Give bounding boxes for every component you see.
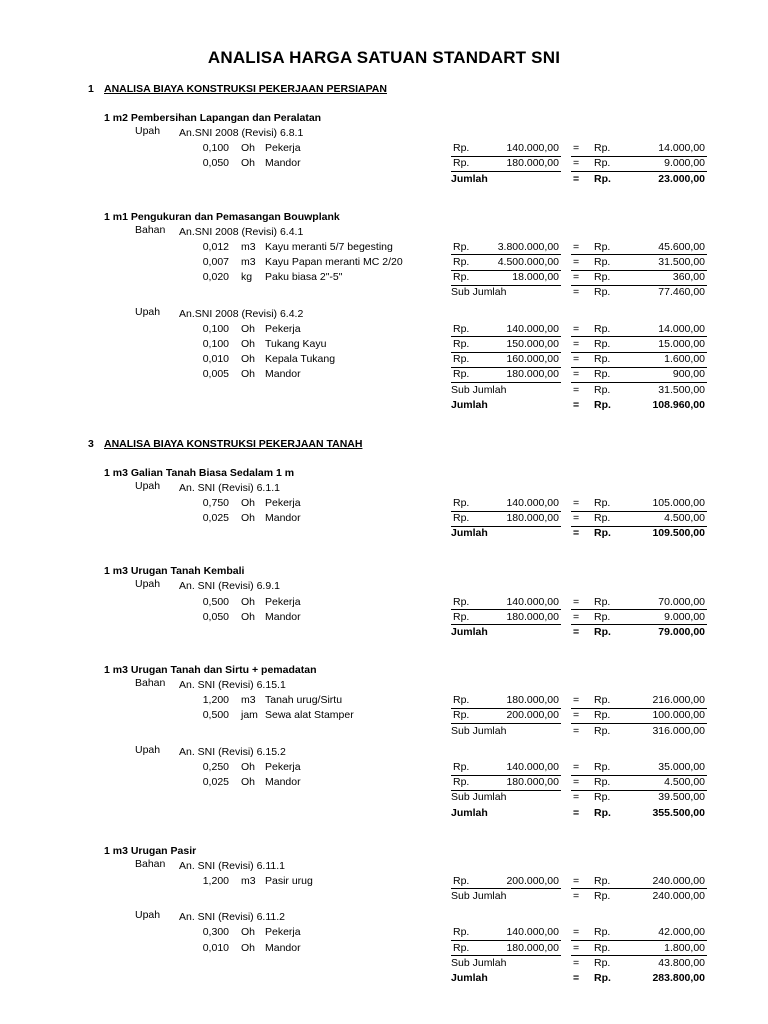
- description: Kepala Tukang: [265, 353, 336, 366]
- currency-label: Rp.: [594, 972, 611, 984]
- unit-price: 140.000,00: [506, 926, 559, 939]
- category-label: Bahan: [135, 677, 166, 689]
- line-total: 105.000,00: [652, 497, 705, 509]
- reference-code: An.SNI 2008 (Revisi) 6.8.1: [179, 127, 304, 139]
- currency-label: Rp.: [594, 338, 611, 350]
- equals-sign: =: [573, 806, 580, 819]
- unit: Oh: [241, 776, 256, 789]
- equals-sign: =: [573, 874, 580, 887]
- equals-sign: =: [573, 322, 580, 335]
- currency-label: Rp.: [594, 926, 611, 939]
- description: Mandor: [265, 512, 301, 525]
- equals-sign: =: [573, 172, 580, 185]
- line-total: 9.000,00: [664, 610, 705, 623]
- category-label: Upah: [135, 743, 161, 756]
- coefficient: 0,010: [202, 941, 229, 954]
- currency-label: Rp.: [594, 172, 611, 185]
- currency-label: Rp.: [594, 806, 611, 819]
- category-label: Bahan: [135, 857, 166, 870]
- equals-sign: =: [573, 286, 580, 299]
- equals-sign: =: [573, 595, 580, 608]
- description: Mandor: [265, 368, 301, 381]
- currency-label: Rp.: [594, 874, 611, 887]
- line-total: 1.600,00: [664, 353, 705, 366]
- coefficient: 0,100: [202, 322, 229, 335]
- description: Mandor: [265, 157, 301, 170]
- equals-sign: =: [573, 709, 580, 722]
- line-total: 1.800,00: [664, 941, 705, 954]
- currency-label: Rp.: [453, 709, 470, 722]
- item-title: 1 m3 Galian Tanah Biasa Sedalam 1 m: [104, 466, 295, 479]
- total-value: 355.500,00: [652, 806, 705, 819]
- unit-price: 200.000,00: [506, 709, 559, 722]
- currency-label: Rp.: [594, 595, 611, 608]
- unit: m3: [241, 256, 256, 268]
- unit-price: 4.500.000,00: [497, 256, 559, 268]
- coefficient: 0,500: [202, 595, 229, 608]
- total-value: 23.000,00: [658, 172, 705, 185]
- total-value: 283.800,00: [652, 972, 705, 984]
- currency-label: Rp.: [594, 527, 611, 540]
- equals-sign: =: [573, 256, 580, 268]
- description: Tukang Kayu: [265, 338, 327, 350]
- line-total: 4.500,00: [664, 512, 705, 525]
- coefficient: 0,250: [202, 761, 229, 773]
- section-title: ANALISA BIAYA KONSTRUKSI PEKERJAAN PERSIAPAN: [104, 83, 387, 95]
- row-divider: [571, 955, 707, 956]
- equals-sign: =: [573, 383, 580, 396]
- row-divider: [451, 940, 561, 941]
- unit-price: 140.000,00: [506, 322, 559, 335]
- unit: Oh: [241, 926, 256, 939]
- subtotal-value: 240.000,00: [652, 890, 705, 902]
- coefficient: 0,750: [202, 497, 229, 509]
- line-total: 15.000,00: [658, 338, 705, 350]
- section-title: ANALISA BIAYA KONSTRUKSI PEKERJAAN TANAH: [104, 437, 363, 450]
- line-total: 14.000,00: [658, 142, 705, 155]
- unit: kg: [241, 271, 253, 284]
- unit-price: 180.000,00: [506, 694, 559, 707]
- unit-price: 140.000,00: [506, 142, 559, 155]
- line-total: 360,00: [672, 271, 705, 284]
- currency-label: Rp.: [594, 776, 611, 789]
- unit-price: 180.000,00: [506, 941, 559, 954]
- row-divider: [451, 171, 561, 172]
- coefficient: 0,050: [202, 157, 229, 170]
- currency-label: Rp.: [453, 353, 470, 366]
- currency-label: Rp.: [453, 941, 470, 954]
- row-divider: [451, 382, 561, 383]
- equals-sign: =: [573, 791, 580, 804]
- total-label: Jumlah: [451, 398, 488, 411]
- currency-label: Rp.: [594, 256, 611, 268]
- equals-sign: =: [573, 398, 580, 411]
- coefficient: 0,025: [202, 776, 229, 789]
- unit-price: 3.800.000,00: [497, 240, 559, 253]
- unit: Oh: [241, 157, 256, 170]
- currency-label: Rp.: [594, 368, 611, 381]
- unit: Oh: [241, 512, 256, 525]
- subtotal-label: Sub Jumlah: [451, 383, 507, 396]
- total-value: 79.000,00: [658, 626, 705, 638]
- equals-sign: =: [573, 941, 580, 954]
- line-total: 900,00: [672, 368, 705, 381]
- equals-sign: =: [573, 890, 580, 902]
- description: Mandor: [265, 610, 301, 623]
- unit: m3: [241, 874, 256, 887]
- equals-sign: =: [573, 157, 580, 170]
- line-total: 9.000,00: [664, 157, 705, 170]
- equals-sign: =: [573, 694, 580, 707]
- equals-sign: =: [573, 240, 580, 253]
- unit-price: 18.000,00: [512, 271, 559, 284]
- description: Pasir urug: [265, 874, 313, 887]
- currency-label: Rp.: [453, 926, 470, 939]
- currency-label: Rp.: [594, 512, 611, 525]
- coefficient: 0,005: [202, 368, 229, 381]
- line-total: 31.500,00: [658, 256, 705, 268]
- currency-label: Rp.: [594, 941, 611, 954]
- category-label: Upah: [135, 479, 161, 492]
- equals-sign: =: [573, 761, 580, 773]
- unit: Oh: [241, 142, 256, 155]
- currency-label: Rp.: [594, 322, 611, 335]
- coefficient: 0,100: [202, 142, 229, 155]
- unit-price: 140.000,00: [506, 497, 559, 509]
- total-label: Jumlah: [451, 972, 488, 984]
- currency-label: Rp.: [594, 791, 611, 804]
- category-label: Upah: [135, 578, 161, 591]
- equals-sign: =: [573, 626, 580, 638]
- unit: Oh: [241, 368, 256, 381]
- item-title: 1 m3 Urugan Pasir: [104, 844, 197, 857]
- description: Kayu meranti 5/7 begesting: [265, 240, 393, 253]
- equals-sign: =: [573, 368, 580, 381]
- total-label: Jumlah: [451, 626, 488, 638]
- row-divider: [571, 940, 707, 941]
- equals-sign: =: [573, 353, 580, 366]
- line-total: 45.600,00: [658, 240, 705, 253]
- equals-sign: =: [573, 512, 580, 525]
- reference-code: An. SNI (Revisi) 6.1.1: [179, 481, 280, 494]
- description: Pekerja: [265, 497, 301, 509]
- currency-label: Rp.: [453, 874, 470, 887]
- description: Kayu Papan meranti MC 2/20: [265, 256, 403, 268]
- description: Pekerja: [265, 595, 301, 608]
- currency-label: Rp.: [453, 497, 470, 509]
- line-total: 4.500,00: [664, 776, 705, 789]
- unit: m3: [241, 694, 256, 707]
- reference-code: An. SNI (Revisi) 6.11.1: [179, 859, 286, 872]
- equals-sign: =: [573, 724, 580, 737]
- currency-label: Rp.: [453, 761, 470, 773]
- unit-price: 180.000,00: [506, 776, 559, 789]
- subtotal-value: 316.000,00: [652, 724, 705, 737]
- line-total: 240.000,00: [652, 874, 705, 887]
- unit: m3: [241, 240, 256, 253]
- currency-label: Rp.: [453, 776, 470, 789]
- currency-label: Rp.: [453, 512, 470, 525]
- currency-label: Rp.: [594, 610, 611, 623]
- line-total: 70.000,00: [658, 595, 705, 608]
- currency-label: Rp.: [594, 709, 611, 722]
- section-number: 1: [88, 83, 94, 95]
- total-value: 109.500,00: [652, 527, 705, 540]
- description: Paku biasa 2"-5": [265, 271, 343, 284]
- subtotal-value: 43.800,00: [658, 956, 705, 969]
- description: Mandor: [265, 776, 301, 789]
- equals-sign: =: [573, 497, 580, 509]
- description: Sewa alat Stamper: [265, 709, 354, 722]
- total-label: Jumlah: [451, 527, 488, 540]
- category-label: Upah: [135, 125, 161, 137]
- row-divider: [571, 382, 707, 383]
- description: Pekerja: [265, 142, 301, 155]
- description: Mandor: [265, 941, 301, 954]
- total-label: Jumlah: [451, 172, 488, 185]
- line-total: 216.000,00: [652, 694, 705, 707]
- currency-label: Rp.: [594, 142, 611, 155]
- description: Pekerja: [265, 322, 301, 335]
- unit: jam: [241, 709, 258, 722]
- currency-label: Rp.: [594, 724, 611, 737]
- currency-label: Rp.: [453, 368, 470, 381]
- coefficient: 0,100: [202, 338, 229, 350]
- row-divider: [571, 609, 707, 610]
- unit: Oh: [241, 322, 256, 335]
- total-value: 108.960,00: [652, 398, 705, 411]
- currency-label: Rp.: [594, 890, 611, 902]
- item-title: 1 m3 Urugan Tanah dan Sirtu + pemadatan: [104, 664, 317, 676]
- unit: Oh: [241, 353, 256, 366]
- currency-label: Rp.: [594, 271, 611, 284]
- category-label: Bahan: [135, 223, 166, 236]
- equals-sign: =: [573, 610, 580, 623]
- currency-label: Rp.: [453, 694, 470, 707]
- unit-price: 200.000,00: [506, 874, 559, 887]
- coefficient: 1,200: [202, 694, 229, 707]
- category-label: Upah: [135, 909, 161, 922]
- description: Pekerja: [265, 761, 301, 773]
- unit-price: 160.000,00: [506, 353, 559, 366]
- unit: Oh: [241, 941, 256, 954]
- unit-price: 180.000,00: [506, 368, 559, 381]
- currency-label: Rp.: [594, 286, 611, 299]
- unit: Oh: [241, 761, 256, 773]
- currency-label: Rp.: [594, 157, 611, 170]
- unit: Oh: [241, 595, 256, 608]
- description: Tanah urug/Sirtu: [265, 694, 343, 707]
- coefficient: 0,007: [202, 256, 229, 268]
- unit: Oh: [241, 497, 256, 509]
- coefficient: 0,050: [202, 610, 229, 623]
- subtotal-value: 31.500,00: [658, 383, 705, 396]
- item-title: 1 m3 Urugan Tanah Kembali: [104, 565, 245, 578]
- subtotal-label: Sub Jumlah: [451, 791, 507, 804]
- subtotal-value: 77.460,00: [658, 286, 705, 299]
- reference-code: An. SNI (Revisi) 6.15.2: [179, 745, 286, 758]
- currency-label: Rp.: [594, 956, 611, 969]
- coefficient: 0,500: [202, 709, 229, 722]
- currency-label: Rp.: [453, 240, 470, 253]
- coefficient: 0,025: [202, 512, 229, 525]
- equals-sign: =: [573, 527, 580, 540]
- currency-label: Rp.: [594, 626, 611, 638]
- currency-label: Rp.: [453, 256, 470, 268]
- item-title: 1 m2 Pembersihan Lapangan dan Peralatan: [104, 112, 322, 124]
- unit-price: 180.000,00: [506, 157, 559, 170]
- currency-label: Rp.: [453, 157, 470, 170]
- unit-price: 140.000,00: [506, 761, 559, 773]
- subtotal-label: Sub Jumlah: [451, 890, 507, 902]
- reference-code: An.SNI 2008 (Revisi) 6.4.1: [179, 225, 304, 238]
- currency-label: Rp.: [594, 761, 611, 773]
- currency-label: Rp.: [594, 353, 611, 366]
- currency-label: Rp.: [453, 142, 470, 155]
- currency-label: Rp.: [453, 610, 470, 623]
- currency-label: Rp.: [453, 322, 470, 335]
- unit-price: 180.000,00: [506, 610, 559, 623]
- page-title: ANALISA HARGA SATUAN STANDART SNI: [207, 48, 561, 67]
- reference-code: An. SNI (Revisi) 6.15.1: [179, 679, 286, 691]
- currency-label: Rp.: [453, 271, 470, 284]
- currency-label: Rp.: [594, 240, 611, 253]
- item-title: 1 m1 Pengukuran dan Pemasangan Bouwplank: [104, 210, 340, 223]
- subtotal-value: 39.500,00: [658, 791, 705, 804]
- reference-code: An.SNI 2008 (Revisi) 6.4.2: [179, 307, 304, 320]
- currency-label: Rp.: [453, 338, 470, 350]
- line-total: 35.000,00: [658, 761, 705, 773]
- total-label: Jumlah: [451, 806, 488, 819]
- category-label: Upah: [135, 305, 161, 318]
- equals-sign: =: [573, 271, 580, 284]
- equals-sign: =: [573, 956, 580, 969]
- unit: Oh: [241, 338, 256, 350]
- line-total: 42.000,00: [658, 926, 705, 939]
- currency-label: Rp.: [594, 398, 611, 411]
- row-divider: [451, 955, 561, 956]
- equals-sign: =: [573, 142, 580, 155]
- row-divider: [571, 723, 707, 724]
- subtotal-label: Sub Jumlah: [451, 956, 507, 969]
- equals-sign: =: [573, 776, 580, 789]
- coefficient: 1,200: [202, 874, 229, 887]
- currency-label: Rp.: [594, 694, 611, 707]
- currency-label: Rp.: [594, 383, 611, 396]
- unit-price: 140.000,00: [506, 595, 559, 608]
- unit-price: 150.000,00: [506, 338, 559, 350]
- line-total: 100.000,00: [652, 709, 705, 722]
- coefficient: 0,020: [202, 271, 229, 284]
- equals-sign: =: [573, 338, 580, 350]
- description: Pekerja: [265, 926, 301, 939]
- unit: Oh: [241, 610, 256, 623]
- row-divider: [571, 171, 707, 172]
- currency-label: Rp.: [453, 595, 470, 608]
- row-divider: [451, 609, 561, 610]
- subtotal-label: Sub Jumlah: [451, 724, 507, 737]
- coefficient: 0,300: [202, 926, 229, 939]
- row-divider: [451, 723, 561, 724]
- coefficient: 0,012: [202, 240, 229, 253]
- currency-label: Rp.: [594, 497, 611, 509]
- reference-code: An. SNI (Revisi) 6.9.1: [179, 580, 280, 593]
- line-total: 14.000,00: [658, 322, 705, 335]
- section-number: 3: [88, 437, 94, 450]
- coefficient: 0,010: [202, 353, 229, 366]
- equals-sign: =: [573, 972, 580, 984]
- equals-sign: =: [573, 926, 580, 939]
- reference-code: An. SNI (Revisi) 6.11.2: [179, 911, 286, 924]
- unit-price: 180.000,00: [506, 512, 559, 525]
- subtotal-label: Sub Jumlah: [451, 286, 507, 299]
